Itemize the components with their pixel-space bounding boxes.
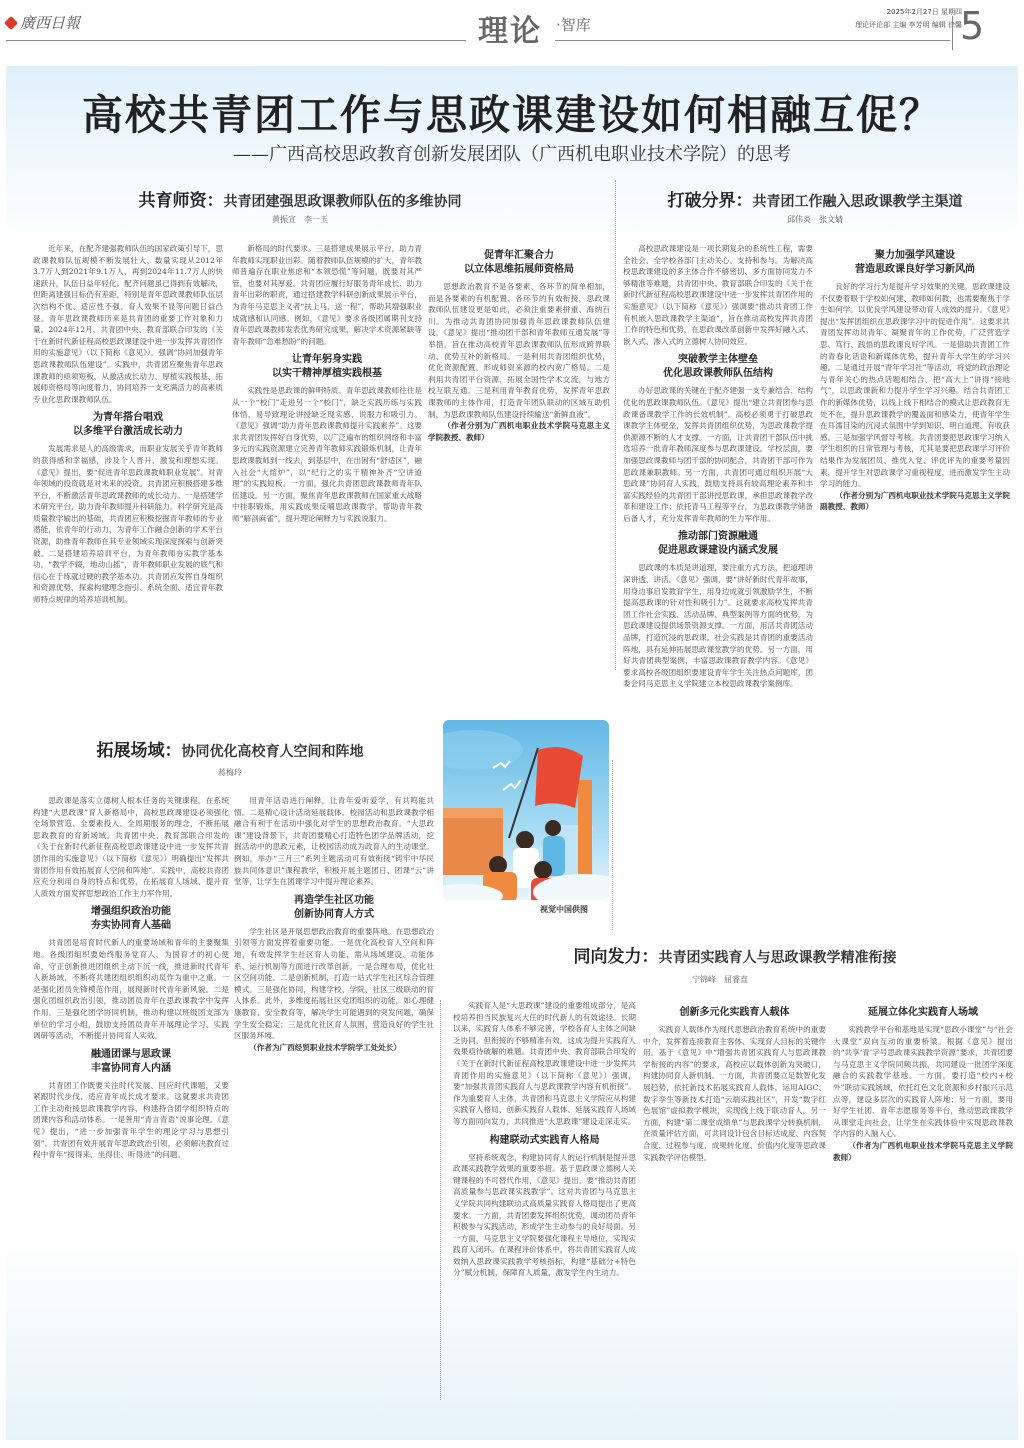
bird-icon — [503, 780, 521, 790]
subhead-line: 推动部门资源融通 — [678, 531, 758, 543]
masthead-separator — [952, 16, 953, 50]
editor-credits: 理论评论部 主编 李芳明 编辑 徐馨 — [855, 21, 962, 29]
person-head — [534, 861, 552, 879]
article-4-subhead-2: 创新多元化实践育人载体 — [679, 1007, 790, 1018]
article-4-title: 共青团实践育人与思政课教学精准衔接 — [658, 950, 897, 966]
article-2-column-2 — [820, 243, 1010, 933]
page-number: 5 — [960, 4, 985, 48]
article-3-column-2 — [234, 795, 434, 1435]
article-2-keyword: 打破分界： — [667, 191, 753, 211]
column-divider-bottom — [612, 760, 613, 930]
article-2-heading — [620, 186, 1010, 211]
dateline — [855, 6, 962, 32]
article-1-author-note: （作者分别为广西机电职业技术学院马克思主义学院教授、教师） — [428, 421, 610, 442]
article-3-subhead-2 — [33, 1048, 229, 1076]
subhead-line: 增强组织政治功能 — [91, 906, 171, 918]
article-4-section-2-body: 实践育人载体作为现代思想政治教育系统中的重要中介，发挥着连接教育主客体、实现育人目标的关键作用。基于《意见》中“增强共青团实践育人与思政课教学衔接的内容”的要求，高校应以载体创新为突破口，构建协同育人新机制。一方面，共青团要立足数智化发展趋势，依托新技术拓展实践育人载体，运用AIGC、数字孪生等新技术打造“云端实践社区”，开发“数字红色展馆”虚拟教学模块，实现线上线下联动育人。另一方面，构建“第二课堂成绩单”与思政课学分转换机制，在质量评估方面，可共同设计包含目标达成度、内容契合度、过程参与度、成果转化度、价值内化度等思政课实践教学评估模型。 — [643, 1025, 826, 1162]
article-1-section-2-body: 实践性是思政课的鲜明特质。青年思政课教师往往是从一个“校门”走进另一个“校门”，缺乏实践历练与实践体悟，易导致理论讲授缺乏现实感、说服力和吸引力。《意见》强调“助力青年思政课教师提升实践素养”。这要求共青团发挥好自身优势，以广泛遍布的组织网络和丰富多元的实践资源建立完善青年教师实践锻炼机制，让青年思政课教师到一线去，到基层中，在出困有“舒适区”，融入社会“大熔炉”，以“纪行之的实干精神补齐“空讲道理”的实践短板。一方面，强化共青团思政课教师青年队伍建设。另一方面，聚焦青年思政课教师在国家重大战略中挂职锻炼，用实践成果反哺思政课教学，帮助青年教师“解剖麻雀”，提升理论阐释力与实践说服力。 — [232, 386, 422, 523]
article-4-intro: 实践育人是“大思政课”建设的重要组成部分，是高校培养担当民族复兴大任的时代新人的有效途径。长期以来，实践育人体系不够完善，学校各育人主体之间缺乏协同，但衔接的不够精准有效，这成为提升实践育人效果亟待破解的难题。共青团中央、教育部联合印发的《关于在新时代新征程高校思政课建设中进一步发挥共青团作用的实施意见》（以下简称《意见》）强调，要“加强共青团实践育人与思政课教学内容有机衔接”。作为重要育人主体，共青团和马克思主义学院应从构建实践育人格局、创新实践育人载体、延展实践育人场域等方面同向发力，共同推进“大思政课”建设走深走实。 — [453, 1001, 636, 1126]
article-4-author-note: （作者为广西机电职业技术学院马克思主义学院教师） — [833, 1140, 1013, 1162]
subhead-line: 促青年汇聚合力 — [484, 250, 554, 261]
article-1-section-3-body: 思想政治教育不是各要素、各环节的简单相加，而是各要素的有机配置、各环节的有效衔接，思政课教师队伍建设更是如此，必须注重要素拼重、海纳百川。为推动共青团协同加强青年思政课教师队伍建设，《意见》提出“推动团干部和青年教师互通发展”等举措，旨在推动高校青年思政课教师队伍形成跨界联动、优势互补的新格局。一是利用共青团组织优势，优化资源配置，形成师资来源的校内宽广格局。二是利用共青团平台资源，拓展全国性学术交流，与地方校互联互通。三是利用青年教育优势，发挥青年思政课教师的主体作用，打造青年团队联动的区域互助机制，为思政课教师队伍建设持续输送“新鲜血液”。 — [428, 282, 610, 419]
article-3-title: 协同优化高校育人空间和阵地 — [181, 744, 364, 760]
illustration-art — [443, 720, 609, 900]
article-2-intro: 高校思政课建设是一项长期复杂的系统性工程，需要全社会、全学校各部门主动关心、支持和参与。为解决高校思政课建设的多主体合作不够密切、多方面协同发力不够精准等难题，共青团中央、教育部联合印发的《关于在新时代新征程高校思政课建设中进一步发挥共青团作用的实施意见》（以下简称《意见》）强调要“推动共青团工作有机嵌入思政课教学主渠道”，旨在推动高校发挥共青团工作的特色和优势，在思政课改革创新中发挥好融入式、嵌入式、渗入式的立德树人协同效应。 — [623, 244, 813, 346]
subhead-line: 丰富协同育人内涵 — [91, 1062, 171, 1074]
article-2-author-note: （作者分别为广西机电职业技术学院马克思主义学院副教授、教师） — [820, 490, 1010, 512]
great-wall-top — [443, 808, 503, 818]
article-3-intro: 思政课是落实立德树人根本任务的关键课程。在系统构建“大思政课”育人新格局中，高校思政课建设必须强化全场景营造、全要素投入、全周期服务的理念，不断拓展思政教育的育新场域。共青团中央、教育部联合印发的《关于在新时代新征程高校思政课建设中进一步发挥共青团作用的实施意见》（以下简称《意见》）明确提出“发挥共青团作用有效拓展育人空间和阵地”。实践中，高校共青团应充分利用自身的特点和优势，在拓展育人场域、提升育人质效方面发挥思想政治工作主力军作用。 — [33, 796, 229, 898]
person-head — [545, 820, 561, 836]
article-4-section-3-body: 实践教学平台和基地是实现“思政小课堂”与“社会大课堂”双向互动的重要桥梁。根据《意见》提出的“共享‘青’字号思政课实践教学资源”要求，共青团要与马克思主义学院同频共振，共同建设一批团学深度融合的实践教学基地。一方面，要打造“校内+校外”联动实践场域，依托红色文化资源和乡村振兴示范点等，建设多层次的实践育人阵地；另一方面，要用好学生社团、青年志愿服务等平台，推动思政课教学从课堂走向社会，让学生在实践体验中实现思政课教学内容的入脑入心。 — [833, 1025, 1013, 1139]
headline-title: 高校共青团工作与思政课建设如何相融互促？ — [82, 91, 942, 139]
article-2-title: 共青团工作融入思政课教学主渠道 — [752, 194, 963, 210]
section-title: 理论 — [478, 14, 542, 49]
article-4-section-1-body: 坚持系统观念，构建协同育人的运行机制是提升思政课实践教学效果的重要举措。基于思政课立德树人关键课程的不可替代作用，《意见》提出，要“推动共青团高质量参与思政课实践教学”。这对共青团与马克思主义学院共同构建联动式高质量实践育人格局提出了更高要求。一方面，共青团要发挥组织优势，调动团员青年积极参与实践活动，形成学生主动参与的良好局面。另一方面，马克思主义学院要强化课程主导地位，实现实践育人闭环。在课程评价体系中，将共青团实践育人成效纳入思政课实践教学考核指标，构建“基础分+特色分”赋分机制，保障育人质量，激发学生内生动力。 — [453, 1152, 636, 1278]
article-1-column-1 — [33, 243, 223, 683]
article-2-column-1 — [623, 243, 813, 933]
subsection-title: ·智库 — [556, 16, 591, 34]
subhead-line: 促进思政课建设内涵式发展 — [658, 545, 778, 557]
article-1-keyword: 共育师资： — [138, 191, 224, 211]
article-2-subhead-3 — [820, 249, 1010, 277]
article-2-section-3-body: 良好的学习行为是提升学习效果的关键。思政课建设不仅要着眼于学校如何建、教师如何教，也需要聚焦于学生如何学。以优良学风建设带动育人成效的提升。《意见》提出“发挥团组织在思政课学习中的促进作用”。这要求共青团发挥动员青年、凝聚青年的工作优势，广泛营造学思、笃行、践悟的思政课良好学风。一是借助共青团工作的青春化话语和新媒体优势，提升青年大学生的学习兴趣。二是通过开展“青年学习社”等活动，将党的政治理论与青年关心的热点话题相结合，把“高大上”讲得“接地气”，以思政课新和力提升学生学习兴趣。结合共青团工作的新媒体优势，以线上线下相结合的模式让思政教育无处不在，提升思政课教学的覆盖面和感染力，使青年学生在耳濡目染的沉浸式氛围中学到知识、明白道理、有收获感。三是加强学风督导考核。共青团要把思政课学习纳入学生组织的日常管理与考核，尤其是要把思政课学习评价结果作为发展团员、推优入党、评优评先的重要考量因素，提升学生对思政课学习重视程度，进而激发学生主动学习的能力。 — [820, 282, 1010, 489]
article-3-keyword: 拓展场域： — [96, 741, 182, 761]
article-2-section-1-body: 办好思政课的关键在于配齐建强一支专兼结合、结构优化的思政课教师队伍。《意见》提出“建立共青团参与思政课备课教学工作的长效机制”。高校必须勇于打破思政课教学主体壁垒，发挥共青团组织优势，为思政课教学提供源源不断的人才支撑。一方面，让共青团干部队伍中挑选培养一批青年教师深度参与思政课建设。学校层面，要加强思政课教师与团干部的协同配合，共青团干部可作为思政课兼职教师。另一方面，共青团可通过组织开展“大思政课”协同育人实践，鼓励支持具有较高理论素养和丰富实践经验的共青团干部讲授思政课，承担思政课教学改革和建设工作；依托青马工程等平台，为思政课教学储备后备人才，充分发挥青年教师的生力军作用。 — [623, 386, 813, 523]
article-4-column-1 — [453, 1000, 636, 1435]
subhead-line: 以立体思维拓展师资格局 — [464, 264, 574, 275]
article-3-heading — [40, 736, 420, 761]
person-head — [489, 856, 507, 874]
article-3-section-1-body: 共青团是培育时代新人的重要场域和青年的主要聚集地。各级团组织要始终服务党育人，为国育才的初心使命，守正创新推进团组织主动下沉一线，推进新时代青年人新场域，不断将共建团组织组织动员作为重中之重。一是强化团员先锋模范作用，展现新时代青年新风貌。二是强化团组织政治引领，推动团员青年在思政课教学中发挥作用。三是强化团学协同机制，推动构建以班级团支部为单位的学习小组，鼓励支持团员青年开展理论学习、实践调研等活动，不断提升协同育人实效。 — [33, 938, 229, 1041]
article-2-subhead-2 — [623, 530, 813, 558]
article-3-section-3-body: 学生社区是开展思想政治教育的重要阵地。在思想政治引领等方面发挥着重要功能。一是优化高校育人空间和阵地，有效发挥学生社区育人功能，需从场域建设、功能体系、运行机制等方面进行改革创新。一是合理布局，优化社区空间功能。二是创新机制，打造一站式学生社区综合管理模式。三是强化协同，构建学校、学院、社区三级联动的育人体系。此外，多维度拓展社区党团组织的功能，如心理健康教育、安全教育等，解决学生可能遇到的突发问题，确保学生安全稳定；三是优化社区育人氛围，营造良好的学生社区服务环境。 — [234, 926, 434, 1041]
article-1-heading — [60, 186, 540, 211]
article-1-section-1-body-cont: 新格局的时代要求。三是搭建成果展示平台，助力青年教师实现职业出彩。随着教师队伍规模的扩大，青年教师普遍存在职业焦虑和“本领恐慌”等问题，既要对其严管，也要对其厚爱。共青团应履行好服务青年成长、助力青年出彩的职责，通过搭建教学科研创新成果展示平台，为青年马克思主义者“扶上马，送一程”，帮助其增强职业成就感和认同感。例如，《意见》要求各级团属期刊支持青年思政课教师发表优秀研究成果，解决学术资源紧缺等青年教师“急难愁盼”的问题。 — [232, 244, 422, 346]
newspaper-logo[interactable] — [6, 12, 80, 33]
article-2-byline: 邱伟炎 张文婧 — [787, 215, 843, 224]
subhead-line: 聚力加强学风建设 — [875, 250, 955, 261]
article-4-byline: 宁锦峰 屈睿直 — [692, 975, 748, 984]
article-1-title: 共青团建强思政课教师队伍的多维协同 — [223, 194, 462, 210]
subhead-line: 优化思政课教师队伍结构 — [663, 368, 773, 380]
article-1-subhead-1 — [33, 411, 223, 439]
masthead-rule-right — [555, 40, 950, 41]
article-4-keyword: 同向发力： — [573, 947, 659, 967]
subhead-line: 融通团课与思政课 — [91, 1048, 171, 1060]
subhead-line: 夯实协同育人基础 — [91, 920, 171, 932]
article-1-subhead-3 — [428, 249, 610, 277]
monument — [578, 780, 592, 885]
article-4-subhead-3: 延展立体化实践育人场域 — [868, 1007, 978, 1018]
article-1-section-1-body: 发展需求是人的高级需求，而职业发展关乎青年教师的获得感和幸福感，涉及个人晋升、激发和理想实现。《意见》提出，要“促进青年思政课教师职业发展”。对青年领域的投资就是对未来的投资。共青团应积极搭建多维平台，不断激活青年思政课教师的成长动力。一是搭建学术研究平台，助力青年教师提升科研能力。科学研究是高质量教学输出的基础，共青团应积极挖掘青年教师的专业潜能，依青年的行动力，为青年工作融合创新的学术平台资源，助推青年教师在其专业领域实现深度探索与创新突破。二是搭建培养培训平台，为青年教师夯实教学基本功。“教学不辍，地动山摇”，青年教师职业发展的底气和信心在于练就过硬的教学基本功。共青团应发挥自身组织和资源优势，探索构建理念指引、系统全面、适宜青年教师特点规律的培养培训机制。 — [33, 444, 223, 605]
article-1-byline: 黄振宣 李一玉 — [272, 215, 328, 224]
subhead-line: 突破教学主体壁垒 — [678, 354, 758, 366]
subhead-line: 以多维平台激活成长动力 — [73, 426, 183, 438]
article-3-section-2-body: 共青团工作既要关注时代发展、回应时代课题，又要紧跟时代步伐、适应青年成长成才要求。这就要求共青团工作主动衔接思政课教学内容，构建持合团学组织特点的团课内容和活动体系。一是善用“青言青语”说事论理。《意见》提出，“进一步加强青年学生的理论学习与思想引领”。共青团有效开展青年思政政治引领，必须解决教育过程中青年“接得来、坐得住、听得进”的问题。 — [33, 1080, 229, 1160]
subhead-line: 营造思政课良好学习新风尚 — [855, 264, 975, 275]
article-3-byline: 蒋梅玲 — [218, 768, 242, 777]
column-divider-lower-left — [440, 1000, 441, 1400]
illustration-cloud — [443, 730, 523, 770]
logo-diamond-icon — [4, 15, 18, 29]
article-4-heading — [500, 942, 970, 967]
masthead-rule-left — [6, 40, 466, 41]
subhead-line: 为青年搭台唱戏 — [93, 412, 163, 424]
article-3-subhead-3 — [234, 894, 434, 922]
column-divider-top — [615, 180, 616, 670]
illustration — [443, 720, 609, 900]
article-3-author-note: （作者为广西经贸职业技术学院学工处处长） — [249, 1042, 402, 1052]
article-4-subhead-1: 构建联动式实践育人格局 — [489, 1134, 600, 1146]
illustration-caption: 视觉中国供图 — [540, 905, 588, 914]
article-4-column-3 — [833, 1000, 1013, 1435]
article-3-subhead-1 — [33, 905, 229, 933]
issue-date: 2025年2月27日 星期四 — [886, 8, 962, 16]
subhead-line: 再造学生社区功能 — [294, 894, 374, 906]
article-1-subhead-2 — [232, 353, 422, 381]
person-head — [516, 831, 534, 849]
logo-text: 廣西日報 — [20, 14, 81, 32]
subhead-line: 以实干精神厚植实践根基 — [272, 368, 382, 380]
flag — [535, 747, 583, 808]
article-4-column-2 — [643, 1000, 826, 1435]
headline-subtitle: ——广西高校思政教育创新发展团队（广西机电职业技术学院）的思考 — [233, 144, 791, 165]
article-3-column-1 — [33, 795, 229, 1435]
masthead — [0, 0, 1024, 56]
subhead-line: 让青年躬身实践 — [292, 354, 362, 366]
article-1-column-3 — [428, 243, 610, 683]
article-1-column-2 — [232, 243, 422, 683]
article-1-intro: 近年来，在配齐建强教师队伍的国家政策引导下，思政课教师队伍规模不断发展壮大，数量实现从2012年3.7万人到2021年9.1万人，再到2024年11.7万人的快速跃升，队伍日益年轻化。配齐问题虽已得到有效解决，但距离建强目标仍有差距，特别是青年思政课教师队伍层次结构不优、适应性不强、育人效果不显等问题日益凸显。青年思政课教师历来是共青团的重要工作对象和力量。2024年12月，共青团中央、教育部联合印发的《关于在新时代新征程高校思政课建设中进一步发挥共青团作用的实施意见》（以下简称《意见》），强调“协同加强青年思政课教师队伍建设”。实践中，共青团应聚焦青年思政课教师的亟须短板，从激活成长动力、厚植实践根基、拓展师资格局等向度着力，协同培养一支充满活力的高素质专业化思政课教师队伍。 — [33, 244, 223, 404]
article-3-section-2-body-cont: 用青年话语进行阐释，让青年爱听爱学，有共鸣能共情。二是精心设计活动延展载体。校园活动和思政课教学相融合有利于在活动中强化对学生的思想政治教育。“大思政课”建设背景下，共青团要精心打造特色团学品牌活动，挖掘活动中的思政元素，让校园活动成为政育人的生动课堂。例如，举办“三月三”系列主题活动可有效衔接“铸牢中华民族共同体意识”课程教学，积极开展主题团日、团课“云”讲堂等，让学生在团课学习中提升理论素养。 — [234, 796, 434, 887]
article-2-subhead-1 — [623, 353, 813, 381]
article-2-section-2-body: 思政课的本质是讲道理，要注重方式方法，把道理讲深讲透、讲活。《意见》强调，要“讲好新时代青年故事，用身边事启发教育学生，用身边成就引领激励学生，不断提高思政课的针对性和吸引力”。这就要求高校发挥共青团工作社会实践、活动品牌、典型案例等方面的优势，为思政课建设提供场景资源支撑。一方面，用活共青团活动品牌，打造沉浸的思政课。社会实践是共青团的重要活动阵地，具有延伸拓展思政课堂教学的优势。另一方面，用好共青团典型案例，丰富思政课教育教学内容。《意见》要求高校各级团组织要建设青年学生关注热点问题库，团委会同马克思主义学院建立本校思政课教学案例库。 — [623, 563, 813, 689]
subhead-line: 创新协同育人方式 — [294, 908, 374, 920]
